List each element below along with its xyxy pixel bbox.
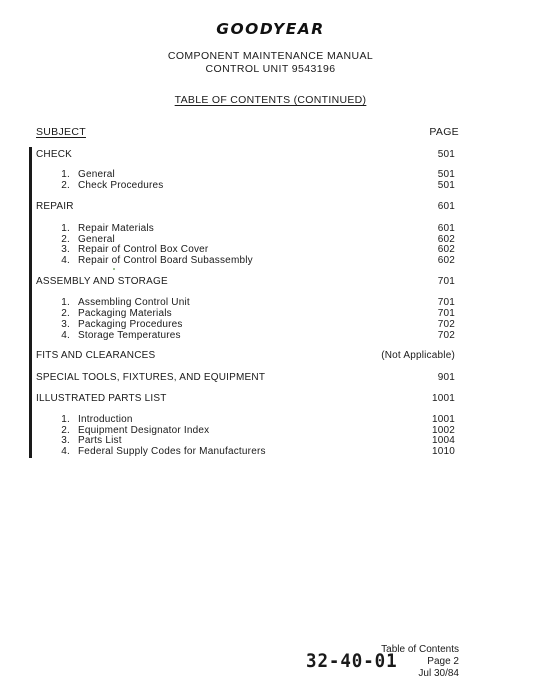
section-title: ASSEMBLY AND STORAGE xyxy=(36,276,168,287)
item-label: Storage Temperatures xyxy=(78,330,181,341)
footer-revision-date: Jul 30/84 xyxy=(418,668,459,679)
item-page: 1001 xyxy=(431,414,455,425)
item-label: Parts List xyxy=(78,435,122,446)
section-title: REPAIR xyxy=(36,201,74,212)
goodyear-logo: GOODYEAR xyxy=(216,20,325,38)
toc-section-check xyxy=(0,148,541,161)
item-page: 602 xyxy=(437,255,455,266)
section-page: 901 xyxy=(437,372,455,383)
page-column-header: PAGE xyxy=(429,126,459,138)
item-label: Repair Materials xyxy=(78,223,155,234)
item-label: Introduction xyxy=(78,414,133,425)
item-number: 2. xyxy=(61,308,70,319)
item-label: Packaging Materials xyxy=(78,308,172,319)
item-number: 1. xyxy=(61,223,70,234)
item-page: 702 xyxy=(437,330,455,341)
toc-item xyxy=(0,329,541,342)
item-number: 2. xyxy=(61,425,70,436)
subject-column-header: SUBJECT xyxy=(36,126,86,138)
item-number: 3. xyxy=(61,244,70,255)
item-page: 1010 xyxy=(431,446,455,457)
toc-section-assembly-and-storage xyxy=(0,275,541,288)
section-page: 701 xyxy=(437,276,455,287)
unit-designation: CONTROL UNIT 9543196 xyxy=(205,63,336,75)
item-label: Assembling Control Unit xyxy=(78,297,190,308)
section-page: 1001 xyxy=(431,393,455,404)
item-page: 1002 xyxy=(431,425,455,436)
item-label: General xyxy=(78,234,115,245)
section-page: 601 xyxy=(437,201,455,212)
footer-page-number: Page 2 xyxy=(427,656,459,667)
item-number: 4. xyxy=(61,255,70,266)
section-page: 501 xyxy=(437,149,455,160)
item-number: 2. xyxy=(61,180,70,191)
section-title: CHECK xyxy=(36,149,73,160)
item-page: 602 xyxy=(437,234,455,245)
section-title: ILLUSTRATED PARTS LIST xyxy=(36,393,167,404)
item-number: 1. xyxy=(61,414,70,425)
scan-speck xyxy=(113,268,115,270)
toc-item xyxy=(0,254,541,267)
toc-section-repair xyxy=(0,200,541,213)
toc-title-text: TABLE OF CONTENTS (CONTINUED) xyxy=(174,94,367,106)
toc-item xyxy=(0,179,541,192)
item-page: 702 xyxy=(437,319,455,330)
item-number: 1. xyxy=(61,169,70,180)
item-page: 701 xyxy=(437,308,455,319)
item-label: Equipment Designator Index xyxy=(78,425,210,436)
section-title: SPECIAL TOOLS, FIXTURES, AND EQUIPMENT xyxy=(36,372,266,383)
item-page: 501 xyxy=(437,180,455,191)
item-label: Packaging Procedures xyxy=(78,319,183,330)
chapter-section-code: 32-40-01 xyxy=(306,650,398,672)
item-number: 1. xyxy=(61,297,70,308)
item-page: 501 xyxy=(437,169,455,180)
item-number: 3. xyxy=(61,319,70,330)
item-label: Check Procedures xyxy=(78,180,164,191)
item-label: Federal Supply Codes for Manufacturers xyxy=(78,446,266,457)
item-number: 3. xyxy=(61,435,70,446)
item-page: 602 xyxy=(437,244,455,255)
item-number: 4. xyxy=(61,446,70,457)
section-title: FITS AND CLEARANCES xyxy=(36,350,156,361)
toc-item xyxy=(0,445,541,458)
manual-title: COMPONENT MAINTENANCE MANUAL xyxy=(167,50,374,62)
footer-document-title: Table of Contents xyxy=(381,644,459,655)
item-label: Repair of Control Box Cover xyxy=(78,244,209,255)
item-page: 601 xyxy=(437,223,455,234)
item-label: Repair of Control Board Subassembly xyxy=(78,255,253,266)
toc-section-fits-and-clearances xyxy=(0,349,541,362)
section-page: (Not Applicable) xyxy=(381,350,455,361)
item-number: 4. xyxy=(61,330,70,341)
item-number: 2. xyxy=(61,234,70,245)
toc-title xyxy=(0,94,541,106)
toc-section-special-tools xyxy=(0,371,541,384)
item-label: General xyxy=(78,169,115,180)
item-page: 1004 xyxy=(431,435,455,446)
toc-section-illustrated-parts-list xyxy=(0,392,541,405)
item-page: 701 xyxy=(437,297,455,308)
